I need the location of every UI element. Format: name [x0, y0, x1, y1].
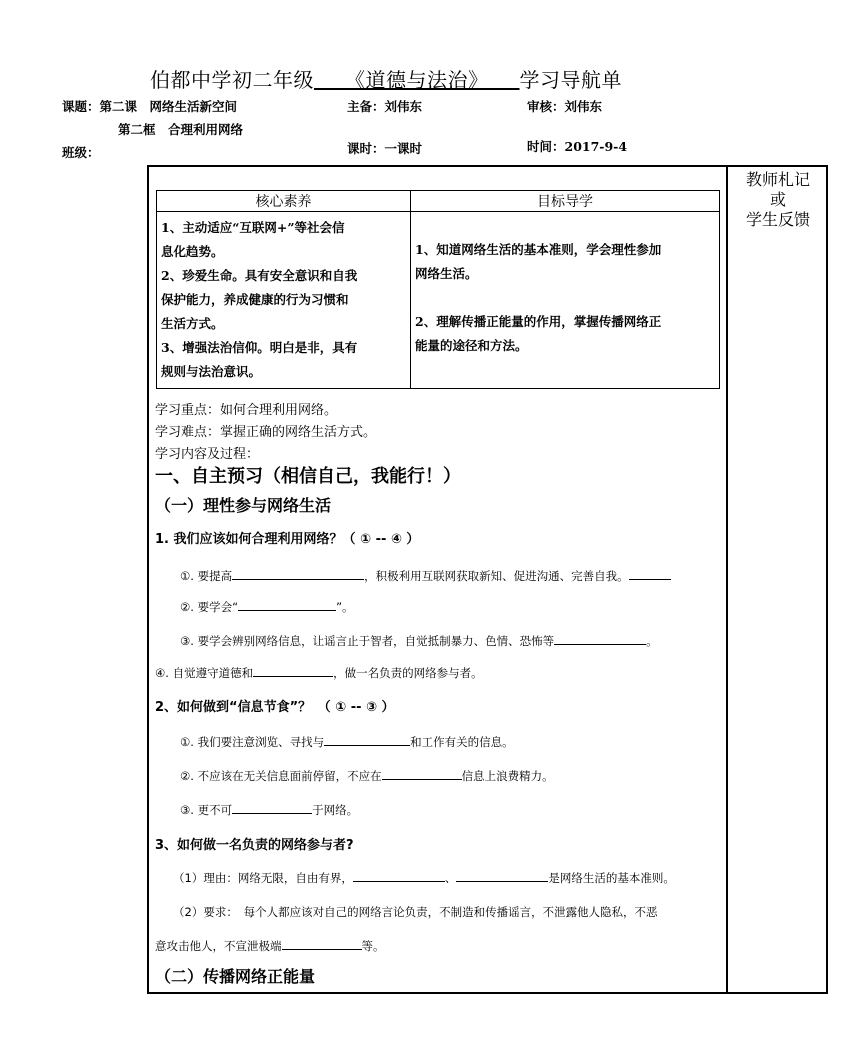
q1-item-c — [180, 632, 658, 649]
title-subject — [314, 68, 520, 92]
column-divider — [726, 165, 728, 994]
q3-item-b: （2）要求： 每个人都应该对自己的网络言论负责，不制造和传播谣言，不泄露他人隐私，不恶 — [173, 905, 658, 919]
answer-blank[interactable] — [238, 598, 336, 611]
core-line: 保护能力，养成健康的行为习惯和 — [161, 292, 349, 307]
frame-label: 第二框 合理利用网络 — [118, 122, 244, 137]
q3-a-post: 是网络生活的基本准则。 — [548, 871, 675, 885]
answer-blank[interactable] — [282, 937, 362, 950]
core-line: 规则与法治意识。 — [161, 364, 262, 379]
goal-line: 能量的途径和方法。 — [415, 338, 528, 353]
reviewer: 审核：刘伟东 — [527, 99, 603, 114]
subsection-2-heading: （二）传播网络正能量 — [155, 967, 316, 986]
q2-c-pre: ③. 更不可 — [180, 803, 233, 817]
answer-blank[interactable] — [232, 567, 364, 580]
q3-item-c — [155, 937, 385, 954]
answer-blank[interactable] — [456, 869, 548, 882]
title-prefix: 伯都中学初二年级 — [150, 68, 314, 92]
core-line: 2、珍爱生命。具有安全意识和自我 — [161, 268, 358, 283]
q2-b-post: 信息上浪费精力。 — [461, 769, 554, 783]
goal-line: 2、理解传播正能量的作用，掌握传播网络正 — [415, 314, 662, 329]
side-column — [730, 170, 826, 230]
page-title — [150, 64, 622, 93]
answer-blank[interactable] — [253, 664, 333, 677]
q2-item-c — [180, 801, 358, 818]
q1-b-pre: ②. 要学会“ — [180, 600, 239, 614]
question-3: 3、如何做一名负责的网络参与者? — [155, 838, 354, 853]
q2-a-pre: ①. 我们要注意浏览、寻找与 — [180, 735, 325, 749]
core-line: 生活方式。 — [161, 316, 224, 331]
question-2: 2、如何做到“信息节食”？ （ ① -- ③ ） — [155, 700, 395, 715]
title-subject-text: 《道德与法治》 — [355, 68, 479, 92]
goal-spacer — [415, 286, 715, 310]
core-cell — [157, 212, 411, 389]
q1-a-pre: ①. 要提高 — [180, 569, 233, 583]
side-line-1: 教师札记 — [745, 170, 810, 189]
q3-c-post: 等。 — [361, 939, 385, 953]
q1-a-post: ，积极利用互联网获取新知、促进沟通、完善自我。 — [364, 569, 629, 583]
key-point: 学习重点：如何合理利用网络。 — [155, 403, 338, 418]
q3-c-pre: 意攻击他人，不宣泄极端 — [155, 939, 282, 953]
difficulty: 学习难点：掌握正确的网络生活方式。 — [155, 425, 377, 440]
q1-c-pre: ③. 要学会辨别网络信息，让谣言止于智者，自觉抵制暴力、色情、恐怖等 — [180, 634, 555, 648]
goal-line: 1、知道网络生活的基本准则，学会理性参加 — [415, 242, 662, 257]
q3-a-mid: 、 — [444, 871, 457, 885]
process-label: 学习内容及过程： — [155, 447, 260, 462]
q2-b-pre: ②. 不应该在无关信息面前停留，不应在 — [180, 769, 382, 783]
goal-line: 网络生活。 — [415, 266, 478, 281]
goal-cell — [411, 212, 720, 389]
q1-c-post: 。 — [646, 634, 658, 648]
side-line-3: 学生反馈 — [745, 210, 810, 229]
core-table — [156, 190, 720, 389]
subsection-1-heading: （一）理性参与网络生活 — [155, 496, 332, 515]
q2-item-b — [180, 767, 554, 784]
answer-blank[interactable] — [324, 733, 410, 746]
q1-d-post: ，做一名负责的网络参与者。 — [333, 666, 483, 680]
core-line: 息化趋势。 — [161, 244, 224, 259]
answer-blank[interactable] — [232, 801, 312, 814]
q1-item-a — [180, 567, 671, 584]
core-line: 1、主动适应“互联网+”等社会信 — [161, 220, 345, 235]
period: 课时：一课时 — [347, 141, 423, 156]
q1-item-b — [180, 598, 354, 615]
answer-blank[interactable] — [353, 869, 445, 882]
question-1: 1. 我们应该如何合理利用网络？（ ① -- ④ ） — [155, 532, 420, 547]
goal-header: 目标导学 — [411, 191, 720, 212]
date: 时间：2017-9-4 — [527, 139, 628, 154]
q2-item-a — [180, 733, 514, 750]
answer-blank[interactable] — [629, 567, 671, 580]
q3-item-a — [173, 869, 675, 886]
title-suffix: 学习导航单 — [519, 68, 622, 92]
core-line: 3、增强法治信仰。明白是非，具有 — [161, 340, 358, 355]
q1-b-post: ”。 — [336, 600, 354, 614]
q2-c-post: 于网络。 — [312, 803, 359, 817]
q2-a-post: 和工作有关的信息。 — [410, 735, 514, 749]
main-prep: 主备：刘伟东 — [347, 99, 423, 114]
section-1-heading: 一、自主预习（相信自己，我能行！） — [155, 466, 461, 487]
q3-a-pre: （1）理由：网络无限，自由有界， — [173, 871, 353, 885]
q1-d-pre: ④. 自觉遵守道德和 — [155, 666, 254, 680]
class-label: 班级： — [62, 145, 100, 160]
side-line-2: 或 — [769, 190, 786, 209]
q1-item-d — [155, 664, 483, 681]
answer-blank[interactable] — [382, 767, 462, 780]
core-header: 核心素养 — [157, 191, 411, 212]
topic-label: 课题：第二课 网络生活新空间 — [62, 99, 238, 114]
answer-blank[interactable] — [554, 632, 646, 645]
